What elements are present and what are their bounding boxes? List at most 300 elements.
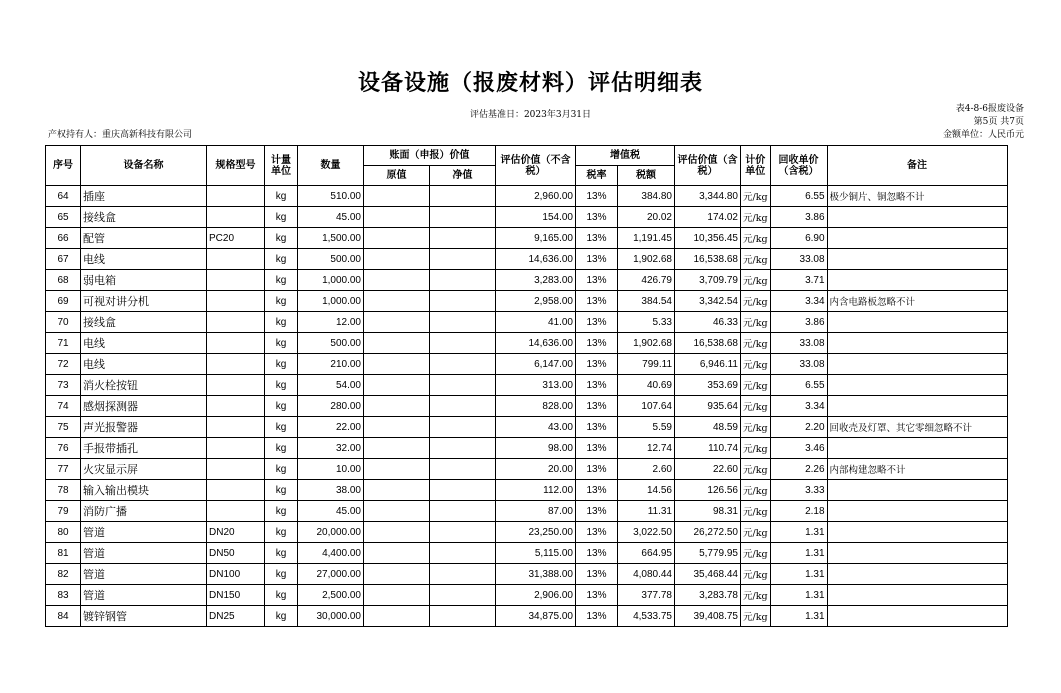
table-row xyxy=(46,186,1008,207)
cell-note xyxy=(827,585,1007,606)
table-row xyxy=(46,522,1008,543)
cell-eval_in: 22.60 xyxy=(675,459,741,480)
cell-rate: 13% xyxy=(576,438,618,459)
col-tax: 税额 xyxy=(618,166,675,186)
cell-name: 消火栓按钮 xyxy=(81,375,207,396)
cell-seq: 67 xyxy=(46,249,81,270)
col-eval-in: 评估价值（含税） xyxy=(675,146,741,186)
cell-unit: kg xyxy=(265,375,298,396)
cell-tax: 5.59 xyxy=(618,417,675,438)
cell-name: 管道 xyxy=(81,522,207,543)
cell-eval_ex: 98.00 xyxy=(496,438,576,459)
cell-spec xyxy=(207,459,265,480)
col-unit: 计量单位 xyxy=(265,146,298,186)
cell-unit: kg xyxy=(265,564,298,585)
cell-seq: 82 xyxy=(46,564,81,585)
col-net: 净值 xyxy=(430,166,496,186)
cell-seq: 83 xyxy=(46,585,81,606)
cell-pu: 元/kg xyxy=(741,543,771,564)
cell-rate: 13% xyxy=(576,270,618,291)
cell-rec: 33.08 xyxy=(770,333,827,354)
cell-qty: 2,500.00 xyxy=(298,585,364,606)
cell-eval_ex: 313.00 xyxy=(496,375,576,396)
cell-pu: 元/kg xyxy=(741,480,771,501)
cell-spec xyxy=(207,312,265,333)
cell-unit: kg xyxy=(265,186,298,207)
cell-spec xyxy=(207,438,265,459)
cell-tax: 1,902.68 xyxy=(618,333,675,354)
currency-unit: 金额单位：人民币元 xyxy=(942,130,1024,140)
cell-spec xyxy=(207,333,265,354)
cell-eval_ex: 2,906.00 xyxy=(496,585,576,606)
cell-rate: 13% xyxy=(576,564,618,585)
cell-qty: 38.00 xyxy=(298,480,364,501)
cell-pu: 元/kg xyxy=(741,606,771,627)
table-row xyxy=(46,291,1008,312)
cell-unit: kg xyxy=(265,543,298,564)
cell-pu: 元/kg xyxy=(741,228,771,249)
cell-qty: 45.00 xyxy=(298,207,364,228)
cell-rate: 13% xyxy=(576,543,618,564)
cell-rec: 6.55 xyxy=(770,186,827,207)
cell-eval_ex: 2,960.00 xyxy=(496,186,576,207)
cell-eval_in: 126.56 xyxy=(675,480,741,501)
cell-seq: 76 xyxy=(46,438,81,459)
cell-empty xyxy=(364,459,430,480)
cell-eval_in: 10,356.45 xyxy=(675,228,741,249)
cell-empty xyxy=(430,312,496,333)
cell-pu: 元/kg xyxy=(741,270,771,291)
cell-spec xyxy=(207,270,265,291)
cell-eval_in: 16,538.68 xyxy=(675,333,741,354)
report-title: 设备设施（报废材料）评估明细表 xyxy=(357,71,703,96)
cell-name: 电线 xyxy=(81,249,207,270)
cell-rec: 6.55 xyxy=(770,375,827,396)
cell-rate: 13% xyxy=(576,396,618,417)
col-orig: 原值 xyxy=(364,166,430,186)
cell-eval_in: 48.59 xyxy=(675,417,741,438)
cell-name: 镀锌钢管 xyxy=(81,606,207,627)
cell-rate: 13% xyxy=(576,480,618,501)
cell-tax: 377.78 xyxy=(618,585,675,606)
table-row xyxy=(46,480,1008,501)
cell-pu: 元/kg xyxy=(741,249,771,270)
cell-empty xyxy=(364,585,430,606)
cell-name: 手报带插孔 xyxy=(81,438,207,459)
cell-rec: 1.31 xyxy=(770,585,827,606)
cell-unit: kg xyxy=(265,354,298,375)
cell-unit: kg xyxy=(265,396,298,417)
cell-note xyxy=(827,270,1007,291)
cell-unit: kg xyxy=(265,438,298,459)
cell-rec: 2.18 xyxy=(770,501,827,522)
cell-eval_in: 6,946.11 xyxy=(675,354,741,375)
table-row xyxy=(46,228,1008,249)
cell-empty xyxy=(364,501,430,522)
cell-eval_ex: 87.00 xyxy=(496,501,576,522)
cell-pu: 元/kg xyxy=(741,396,771,417)
cell-spec xyxy=(207,249,265,270)
cell-tax: 3,022.50 xyxy=(618,522,675,543)
cell-pu: 元/kg xyxy=(741,459,771,480)
cell-empty xyxy=(430,543,496,564)
cell-rec: 1.31 xyxy=(770,606,827,627)
cell-tax: 4,533.75 xyxy=(618,606,675,627)
cell-pu: 元/kg xyxy=(741,312,771,333)
cell-unit: kg xyxy=(265,480,298,501)
cell-tax: 1,191.45 xyxy=(618,228,675,249)
cell-pu: 元/kg xyxy=(741,333,771,354)
cell-rate: 13% xyxy=(576,312,618,333)
cell-name: 插座 xyxy=(81,186,207,207)
table-row xyxy=(46,417,1008,438)
cell-qty: 510.00 xyxy=(298,186,364,207)
cell-tax: 1,902.68 xyxy=(618,249,675,270)
col-rate: 税率 xyxy=(576,166,618,186)
cell-name: 输入输出模块 xyxy=(81,480,207,501)
cell-note xyxy=(827,228,1007,249)
cell-tax: 2.60 xyxy=(618,459,675,480)
cell-unit: kg xyxy=(265,270,298,291)
cell-pu: 元/kg xyxy=(741,291,771,312)
cell-note: 内含电路板忽略不计 xyxy=(827,291,1007,312)
cell-seq: 70 xyxy=(46,312,81,333)
cell-rate: 13% xyxy=(576,249,618,270)
cell-tax: 40.69 xyxy=(618,375,675,396)
cell-note xyxy=(827,480,1007,501)
cell-eval_in: 3,344.80 xyxy=(675,186,741,207)
cell-note xyxy=(827,543,1007,564)
cell-note xyxy=(827,375,1007,396)
cell-pu: 元/kg xyxy=(741,186,771,207)
cell-rate: 13% xyxy=(576,228,618,249)
cell-seq: 71 xyxy=(46,333,81,354)
owner-label: 产权持有人：重庆高新科技有限公司 xyxy=(48,130,193,140)
cell-eval_ex: 5,115.00 xyxy=(496,543,576,564)
cell-rate: 13% xyxy=(576,606,618,627)
cell-spec xyxy=(207,354,265,375)
cell-empty xyxy=(430,459,496,480)
cell-note xyxy=(827,333,1007,354)
cell-eval_ex: 34,875.00 xyxy=(496,606,576,627)
cell-empty xyxy=(364,438,430,459)
cell-empty xyxy=(430,228,496,249)
table-code: 表4-8-6报废设备 xyxy=(955,104,1024,114)
cell-unit: kg xyxy=(265,228,298,249)
cell-eval_ex: 9,165.00 xyxy=(496,228,576,249)
cell-eval_ex: 14,636.00 xyxy=(496,249,576,270)
cell-rec: 3.86 xyxy=(770,312,827,333)
cell-tax: 12.74 xyxy=(618,438,675,459)
page-info: 第5页 共7页 xyxy=(973,117,1024,127)
table-row xyxy=(46,207,1008,228)
table-row xyxy=(46,375,1008,396)
cell-spec xyxy=(207,207,265,228)
cell-unit: kg xyxy=(265,585,298,606)
cell-pu: 元/kg xyxy=(741,207,771,228)
cell-empty xyxy=(364,228,430,249)
cell-name: 可视对讲分机 xyxy=(81,291,207,312)
cell-name: 火灾显示屏 xyxy=(81,459,207,480)
cell-eval_ex: 43.00 xyxy=(496,417,576,438)
col-eval-ex: 评估价值（不含税） xyxy=(496,146,576,186)
cell-rate: 13% xyxy=(576,417,618,438)
cell-unit: kg xyxy=(265,333,298,354)
cell-eval_ex: 20.00 xyxy=(496,459,576,480)
table-row xyxy=(46,333,1008,354)
table-row xyxy=(46,501,1008,522)
cell-name: 配管 xyxy=(81,228,207,249)
cell-empty xyxy=(430,396,496,417)
cell-tax: 4,080.44 xyxy=(618,564,675,585)
cell-tax: 384.54 xyxy=(618,291,675,312)
cell-tax: 384.80 xyxy=(618,186,675,207)
cell-pu: 元/kg xyxy=(741,354,771,375)
cell-name: 管道 xyxy=(81,543,207,564)
cell-empty xyxy=(430,564,496,585)
cell-qty: 20,000.00 xyxy=(298,522,364,543)
cell-pu: 元/kg xyxy=(741,438,771,459)
cell-seq: 65 xyxy=(46,207,81,228)
cell-seq: 77 xyxy=(46,459,81,480)
asset-table xyxy=(45,145,1008,627)
cell-rec: 33.08 xyxy=(770,249,827,270)
cell-empty xyxy=(430,186,496,207)
cell-name: 管道 xyxy=(81,564,207,585)
cell-name: 接线盒 xyxy=(81,207,207,228)
cell-spec: DN20 xyxy=(207,522,265,543)
table-row xyxy=(46,564,1008,585)
cell-empty xyxy=(430,207,496,228)
cell-rate: 13% xyxy=(576,291,618,312)
cell-empty xyxy=(430,270,496,291)
cell-name: 电线 xyxy=(81,354,207,375)
cell-rec: 3.34 xyxy=(770,396,827,417)
cell-empty xyxy=(430,438,496,459)
cell-tax: 14.56 xyxy=(618,480,675,501)
cell-eval_in: 39,408.75 xyxy=(675,606,741,627)
cell-empty xyxy=(364,375,430,396)
col-name: 设备名称 xyxy=(81,146,207,186)
cell-name: 声光报警器 xyxy=(81,417,207,438)
cell-name: 管道 xyxy=(81,585,207,606)
cell-qty: 1,000.00 xyxy=(298,291,364,312)
cell-rate: 13% xyxy=(576,501,618,522)
cell-empty xyxy=(430,291,496,312)
cell-empty xyxy=(430,585,496,606)
cell-rec: 1.31 xyxy=(770,564,827,585)
cell-rec: 1.31 xyxy=(770,522,827,543)
cell-name: 电线 xyxy=(81,333,207,354)
cell-rate: 13% xyxy=(576,522,618,543)
cell-empty xyxy=(430,501,496,522)
col-vat: 增值税 xyxy=(576,146,675,166)
table-row xyxy=(46,459,1008,480)
cell-tax: 11.31 xyxy=(618,501,675,522)
cell-empty xyxy=(364,564,430,585)
cell-note xyxy=(827,564,1007,585)
cell-spec: DN25 xyxy=(207,606,265,627)
cell-qty: 54.00 xyxy=(298,375,364,396)
cell-note xyxy=(827,522,1007,543)
cell-qty: 280.00 xyxy=(298,396,364,417)
cell-unit: kg xyxy=(265,522,298,543)
cell-spec xyxy=(207,186,265,207)
cell-empty xyxy=(364,354,430,375)
cell-qty: 1,000.00 xyxy=(298,270,364,291)
cell-pu: 元/kg xyxy=(741,585,771,606)
cell-empty xyxy=(430,354,496,375)
cell-rate: 13% xyxy=(576,585,618,606)
base-date: 评估基准日：2023年3月31日 xyxy=(469,110,592,120)
cell-note xyxy=(827,354,1007,375)
cell-empty xyxy=(430,333,496,354)
cell-tax: 426.79 xyxy=(618,270,675,291)
cell-spec: DN150 xyxy=(207,585,265,606)
col-spec: 规格型号 xyxy=(207,146,265,186)
cell-seq: 84 xyxy=(46,606,81,627)
cell-rate: 13% xyxy=(576,186,618,207)
table-row xyxy=(46,543,1008,564)
cell-qty: 4,400.00 xyxy=(298,543,364,564)
cell-tax: 799.11 xyxy=(618,354,675,375)
cell-empty xyxy=(430,375,496,396)
table-row xyxy=(46,354,1008,375)
cell-rec: 2.20 xyxy=(770,417,827,438)
col-note: 备注 xyxy=(827,146,1007,186)
cell-rec: 3.46 xyxy=(770,438,827,459)
cell-qty: 210.00 xyxy=(298,354,364,375)
cell-tax: 20.02 xyxy=(618,207,675,228)
cell-note xyxy=(827,438,1007,459)
cell-spec: PC20 xyxy=(207,228,265,249)
cell-pu: 元/kg xyxy=(741,564,771,585)
cell-empty xyxy=(430,480,496,501)
cell-unit: kg xyxy=(265,207,298,228)
table-row xyxy=(46,396,1008,417)
cell-empty xyxy=(364,543,430,564)
cell-seq: 75 xyxy=(46,417,81,438)
cell-rec: 3.86 xyxy=(770,207,827,228)
cell-rate: 13% xyxy=(576,459,618,480)
cell-qty: 500.00 xyxy=(298,333,364,354)
cell-empty xyxy=(364,291,430,312)
cell-eval_ex: 3,283.00 xyxy=(496,270,576,291)
cell-spec: DN50 xyxy=(207,543,265,564)
col-price-unit: 计价单位 xyxy=(741,146,771,186)
col-book-value: 账面（申报）价值 xyxy=(364,146,496,166)
cell-eval_in: 26,272.50 xyxy=(675,522,741,543)
cell-empty xyxy=(430,249,496,270)
cell-note xyxy=(827,606,1007,627)
cell-eval_ex: 23,250.00 xyxy=(496,522,576,543)
cell-empty xyxy=(430,417,496,438)
table-row xyxy=(46,270,1008,291)
cell-eval_in: 98.31 xyxy=(675,501,741,522)
cell-unit: kg xyxy=(265,249,298,270)
cell-qty: 45.00 xyxy=(298,501,364,522)
cell-eval_in: 3,709.79 xyxy=(675,270,741,291)
cell-spec xyxy=(207,501,265,522)
cell-eval_ex: 6,147.00 xyxy=(496,354,576,375)
cell-empty xyxy=(364,186,430,207)
table-row xyxy=(46,606,1008,627)
cell-qty: 12.00 xyxy=(298,312,364,333)
cell-rec: 6.90 xyxy=(770,228,827,249)
cell-seq: 73 xyxy=(46,375,81,396)
cell-note: 极少铜片、铜忽略不计 xyxy=(827,186,1007,207)
cell-spec: DN100 xyxy=(207,564,265,585)
cell-seq: 68 xyxy=(46,270,81,291)
col-qty: 数量 xyxy=(298,146,364,186)
cell-name: 弱电箱 xyxy=(81,270,207,291)
cell-name: 消防广播 xyxy=(81,501,207,522)
cell-eval_in: 935.64 xyxy=(675,396,741,417)
cell-eval_in: 174.02 xyxy=(675,207,741,228)
cell-qty: 10.00 xyxy=(298,459,364,480)
cell-empty xyxy=(430,606,496,627)
cell-empty xyxy=(364,480,430,501)
cell-empty xyxy=(364,270,430,291)
cell-empty xyxy=(364,396,430,417)
cell-name: 感烟探测器 xyxy=(81,396,207,417)
cell-rate: 13% xyxy=(576,207,618,228)
cell-qty: 32.00 xyxy=(298,438,364,459)
cell-eval_in: 353.69 xyxy=(675,375,741,396)
cell-eval_in: 35,468.44 xyxy=(675,564,741,585)
cell-rate: 13% xyxy=(576,375,618,396)
cell-eval_in: 46.33 xyxy=(675,312,741,333)
cell-qty: 1,500.00 xyxy=(298,228,364,249)
cell-spec xyxy=(207,417,265,438)
cell-pu: 元/kg xyxy=(741,417,771,438)
cell-seq: 69 xyxy=(46,291,81,312)
cell-spec xyxy=(207,375,265,396)
cell-empty xyxy=(364,207,430,228)
cell-seq: 81 xyxy=(46,543,81,564)
cell-rec: 3.33 xyxy=(770,480,827,501)
cell-tax: 664.95 xyxy=(618,543,675,564)
table-row xyxy=(46,585,1008,606)
cell-pu: 元/kg xyxy=(741,501,771,522)
cell-rec: 3.71 xyxy=(770,270,827,291)
table-row xyxy=(46,438,1008,459)
cell-rec: 3.34 xyxy=(770,291,827,312)
cell-unit: kg xyxy=(265,459,298,480)
cell-seq: 64 xyxy=(46,186,81,207)
cell-empty xyxy=(364,522,430,543)
cell-seq: 79 xyxy=(46,501,81,522)
cell-pu: 元/kg xyxy=(741,522,771,543)
cell-spec xyxy=(207,396,265,417)
table-row xyxy=(46,249,1008,270)
cell-empty xyxy=(364,417,430,438)
cell-eval_in: 5,779.95 xyxy=(675,543,741,564)
cell-unit: kg xyxy=(265,312,298,333)
cell-tax: 107.64 xyxy=(618,396,675,417)
cell-note xyxy=(827,396,1007,417)
cell-unit: kg xyxy=(265,606,298,627)
cell-empty xyxy=(364,249,430,270)
cell-rec: 1.31 xyxy=(770,543,827,564)
cell-qty: 500.00 xyxy=(298,249,364,270)
cell-seq: 66 xyxy=(46,228,81,249)
table-row xyxy=(46,312,1008,333)
cell-tax: 5.33 xyxy=(618,312,675,333)
cell-note xyxy=(827,501,1007,522)
cell-empty xyxy=(364,312,430,333)
cell-note xyxy=(827,207,1007,228)
